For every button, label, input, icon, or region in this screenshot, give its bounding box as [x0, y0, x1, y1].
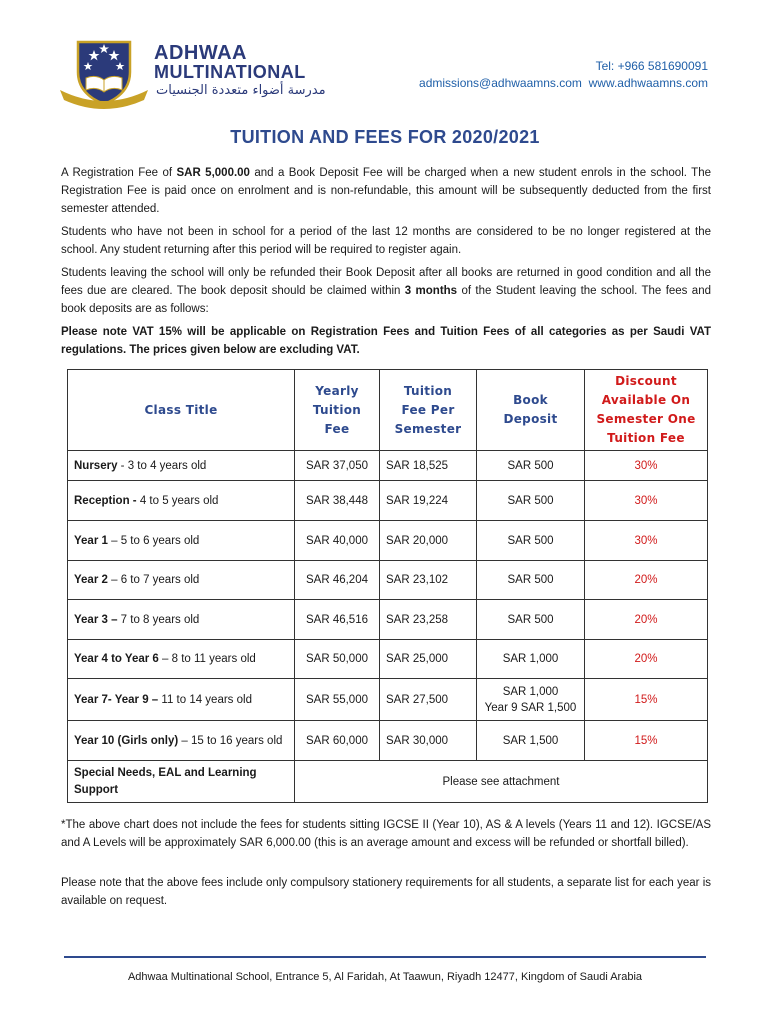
table-row	[68, 561, 708, 600]
class-title-cell: Year 1 – 5 to 6 years old	[68, 521, 295, 561]
semester-fee-cell: SAR 23,258	[380, 600, 477, 640]
website-link[interactable]: www.adhwaamns.com	[588, 76, 708, 90]
footer-divider	[64, 956, 706, 958]
logo-name-line2: MULTINATIONAL	[154, 62, 306, 82]
semester-fee-cell: SAR 27,500	[380, 679, 477, 721]
logo-name-line1: ADHWAA	[154, 42, 247, 64]
discount-cell: 30%	[585, 451, 708, 481]
yearly-fee-cell: SAR 38,448	[295, 481, 380, 521]
discount-cell: 30%	[585, 481, 708, 521]
yearly-fee-cell: SAR 40,000	[295, 521, 380, 561]
header-yearly-fee: Yearly Tuition Fee	[295, 370, 380, 451]
email-link[interactable]: admissions@adhwaamns.com	[419, 76, 582, 90]
special-needs-label: Special Needs, EAL and Learning Support	[68, 761, 295, 803]
page-title: TUITION AND FEES FOR 2020/2021	[230, 127, 540, 147]
book-deposit-cell: SAR 500	[477, 521, 585, 561]
yearly-fee-cell: SAR 50,000	[295, 640, 380, 679]
book-deposit-note: Year 9 SAR 1,500	[484, 701, 577, 714]
table-row-special-needs	[68, 761, 708, 803]
registration-fee-amount: SAR 5,000.00	[176, 167, 250, 179]
semester-fee-cell: SAR 23,102	[380, 561, 477, 600]
header-class-title: Class Title	[68, 370, 295, 451]
special-needs-note: Please see attachment	[295, 761, 708, 803]
logo-arabic-name: مدرسة أضواء متعددة الجنسيات	[156, 83, 326, 98]
semester-fee-cell: SAR 25,000	[380, 640, 477, 679]
yearly-fee-cell: SAR 46,516	[295, 600, 380, 640]
discount-cell: 15%	[585, 721, 708, 761]
re-registration-paragraph: Students who have not been in school for a period of the last 12 months are considered to be no longer registered at the school. Any student returning after this period will be required to register again.	[61, 226, 711, 256]
vat-notice: Please note VAT 15% will be applicable on Registration Fees and Tuition Fees of all categories as per Saudi VAT regulations. The prices given below are excluding VAT.	[61, 326, 711, 356]
contact-block	[419, 58, 708, 92]
class-title-cell: Year 4 to Year 6 – 8 to 11 years old	[68, 640, 295, 679]
book-deposit-cell: SAR 1,000	[477, 640, 585, 679]
book-deposit-cell: SAR 500	[477, 481, 585, 521]
phone-number: Tel: +966 581690091	[595, 59, 708, 73]
refund-period: 3 months	[404, 285, 458, 297]
book-deposit-cell: SAR 1,500	[477, 721, 585, 761]
table-row	[68, 640, 708, 679]
footer-address: Adhwaa Multinational School, Entrance 5, Al Faridah, At Taawun, Riyadh 12477, Kingdom of Saudi Arabia	[127, 971, 643, 983]
header-book-deposit: Book Deposit	[477, 370, 585, 451]
discount-cell: 15%	[585, 679, 708, 721]
fees-table	[67, 369, 708, 803]
semester-fee-cell: SAR 20,000	[380, 521, 477, 561]
book-deposit-cell: SAR 500	[477, 600, 585, 640]
semester-fee-cell: SAR 19,224	[380, 481, 477, 521]
discount-cell: 20%	[585, 600, 708, 640]
semester-fee-cell: SAR 18,525	[380, 451, 477, 481]
class-title-cell: Year 2 – 6 to 7 years old	[68, 561, 295, 600]
table-row	[68, 721, 708, 761]
class-title-cell: Year 3 – 7 to 8 years old	[68, 600, 295, 640]
class-title-cell: Year 10 (Girls only) – 15 to 16 years old	[68, 721, 295, 761]
book-deposit-cell: SAR 500	[477, 561, 585, 600]
discount-cell: 30%	[585, 521, 708, 561]
registration-fee-paragraph: A Registration Fee of SAR 5,000.00 and a Book Deposit Fee will be charged when a new student enrols in the school. The Registration Fee is paid once on enrolment and is non-refundable, this amount will be subsequently deducted from the first semester attended.	[61, 167, 711, 215]
class-title-cell: Nursery - 3 to 4 years old	[68, 451, 295, 481]
crest-icon	[56, 38, 152, 110]
discount-cell: 20%	[585, 561, 708, 600]
header-semester-fee: Tuition Fee Per Semester	[380, 370, 477, 451]
table-row	[68, 600, 708, 640]
school-logo	[56, 38, 326, 110]
table-row	[68, 451, 708, 481]
table-header-row	[68, 370, 708, 451]
refund-paragraph: Students leaving the school will only be refunded their Book Deposit after all books are returned in good condition and all the fees due are cleared. The book deposit should be claimed within 3 months of the Student leaving the school. The fees and book deposits are as follows:	[61, 267, 711, 315]
book-deposit-cell: SAR 500	[477, 451, 585, 481]
yearly-fee-cell: SAR 55,000	[295, 679, 380, 721]
discount-cell: 20%	[585, 640, 708, 679]
table-row	[68, 521, 708, 561]
yearly-fee-cell: SAR 37,050	[295, 451, 380, 481]
table-row	[68, 679, 708, 721]
yearly-fee-cell: SAR 60,000	[295, 721, 380, 761]
class-title-cell: Reception - 4 to 5 years old	[68, 481, 295, 521]
class-title-cell: Year 7- Year 9 – 11 to 14 years old	[68, 679, 295, 721]
header-discount: Discount Available On Semester One Tuition Fee	[585, 370, 708, 451]
stationery-footnote: Please note that the above fees include only compulsory stationery requirements for all students, a separate list for each year is available on request.	[61, 877, 711, 907]
table-row	[68, 481, 708, 521]
yearly-fee-cell: SAR 46,204	[295, 561, 380, 600]
semester-fee-cell: SAR 30,000	[380, 721, 477, 761]
book-deposit-cell: SAR 1,000 Year 9 SAR 1,500	[477, 679, 585, 721]
igcse-footnote: *The above chart does not include the fees for students sitting IGCSE II (Year 10), AS & A levels (Years 11 and 12). IGCSE/AS and A Levels will be approximately SAR 6,000.00 (this is an average amount and excess will be refunded or shortfall billed).	[61, 819, 711, 849]
